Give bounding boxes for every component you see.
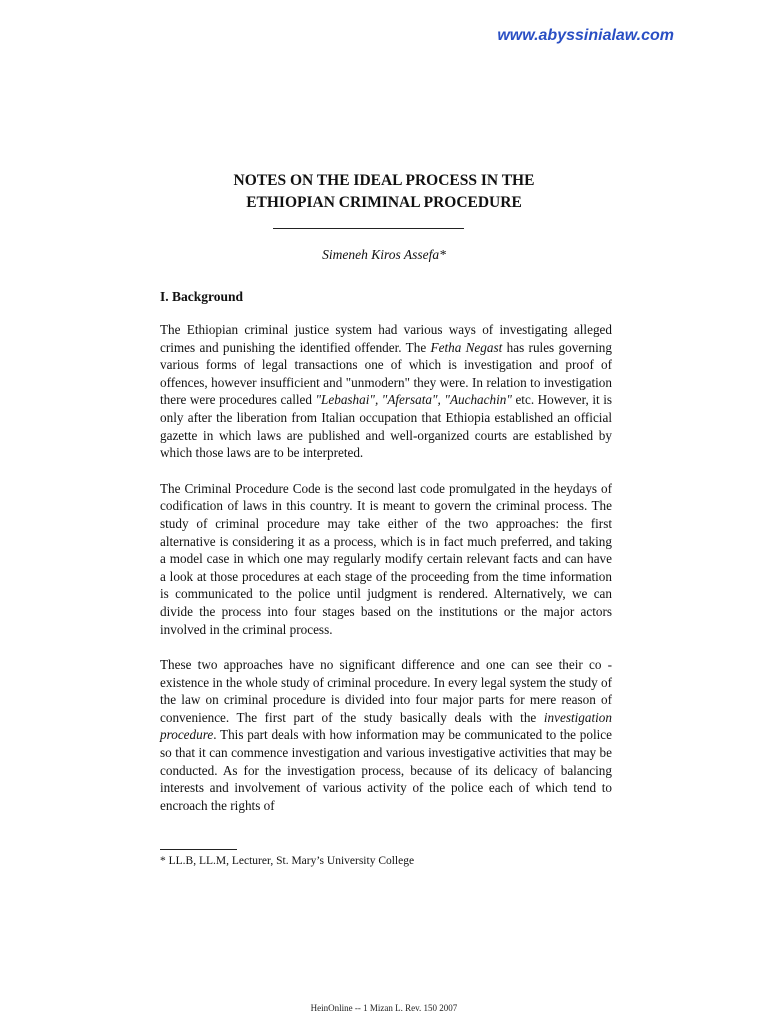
title-line-1: NOTES ON THE IDEAL PROCESS IN THE — [233, 172, 535, 189]
paragraph-3-text-a: These two approaches have no significant difference and one can see their co -existence in the whole study of criminal procedure. In every legal system the study of the law on criminal procedure is divided into four major parts for mere reason of convenience. The first part of the study basically deals with the — [160, 657, 612, 725]
article-body — [160, 321, 612, 814]
footnote: * LL.B, LL.M, Lecturer, St. Mary’s University College — [160, 855, 415, 867]
paragraph-3-text-b: . This part deals with how information may be communicated to the police so that it can commence investigation and various investigative activities that may be conducted. As for the investigation process, because of its delicacy of balancing interests and involvement of various activity of the police each of which tend to encroach the rights of — [160, 727, 612, 813]
procedure-terms: "Lebashai", "Afersata", "Auchachin" — [315, 392, 512, 408]
paragraph-1 — [160, 321, 612, 462]
paragraph-3 — [160, 656, 612, 814]
footnote-divider — [160, 849, 237, 850]
author-name: Simeneh Kiros Assefa* — [322, 247, 446, 262]
title-divider — [273, 228, 464, 229]
paragraph-2: The Criminal Procedure Code is the second last code promulgated in the heydays of codification of laws in this country. It is meant to govern the criminal process. The study of criminal procedure may take either of the two approaches: the first alternative is considering it as a process, which is in fact much preferred, and taking a model case in which one may regularly modify certain relevant facts and can have a look at those procedures at each stage of the proceeding from the time information is communicated to the police until judgment is rendered. Alternatively, we can divide the process into four stages based on the institutions or the major actors involved in the criminal process. — [160, 480, 612, 637]
site-url-link[interactable]: www.abyssinialaw.com — [497, 27, 674, 44]
article-title — [0, 170, 768, 214]
section-heading: I. Background — [160, 289, 244, 304]
paragraph-1-text-b: has rules governing various forms of legal transactions one of which is investigation and proof of offences, however insufficient and "unmodern" they were. In relation to investigation there were procedures called — [160, 339, 612, 408]
investigation-procedure-term: investigation procedure — [160, 709, 612, 743]
fetha-negast-term: Fetha Negast — [430, 339, 503, 355]
paragraph-1-text-c: etc. However, it is only after the liberation from Italian occupation that Ethiopia established an official gazette in which laws are published and well-organized courts are established by which those laws are to be interpreted. — [160, 392, 612, 461]
paragraph-1-text-a: The Ethiopian criminal justice system had various ways of investigating alleged crimes and punishing the identified offender. The — [160, 322, 612, 355]
page-footer-citation: HeinOnline -- 1 Mizan L. Rev. 150 2007 — [310, 1003, 458, 1013]
title-line-2: ETHIOPIAN CRIMINAL PROCEDURE — [246, 194, 522, 211]
